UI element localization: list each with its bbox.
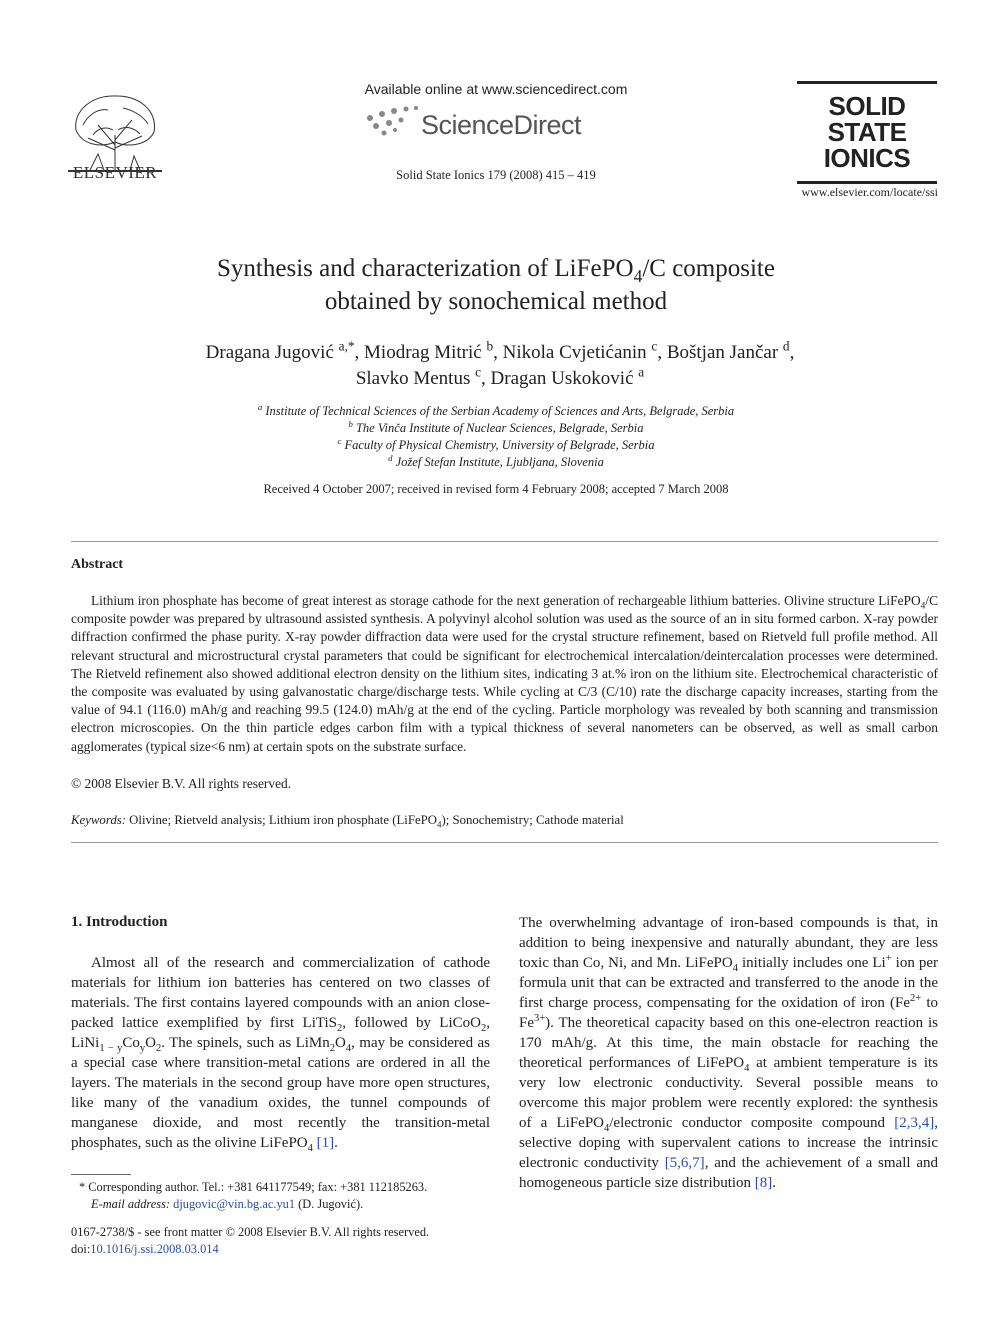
keywords <box>71 813 624 828</box>
affiliations <box>0 403 992 471</box>
author-affil-marker[interactable]: c <box>475 364 482 380</box>
affiliation-marker: c <box>337 435 342 446</box>
abstract-heading: Abstract <box>71 557 124 572</box>
divider <box>71 842 938 843</box>
author-name: Boštjan Jančar <box>666 342 779 363</box>
email-owner: (D. Jugović). <box>295 1197 364 1211</box>
citation-link[interactable]: [1] <box>316 1135 335 1151</box>
journal-logo <box>797 81 937 184</box>
keywords-text: ); Sonochemistry; Cathode material <box>441 813 624 827</box>
journal-logo-line: STATE <box>827 117 907 147</box>
affiliation-text: Faculty of Physical Chemistry, University of Belgrade, Serbia <box>344 438 655 452</box>
journal-url[interactable]: www.elsevier.com/locate/ssi <box>801 185 938 199</box>
email-label: E-mail address: <box>91 1197 171 1211</box>
article-title <box>0 252 992 318</box>
affiliation-marker: b <box>348 418 353 429</box>
author-name: Miodrag Mitrić <box>364 342 482 363</box>
author-list: Dragana Jugović $^{a,*}$, Miodrag Mitrić $^b$, Nikola Cvjetićanin $^c$, Boštjan Jančar $^d$, Slavko Mentus $^c$, Dragan Uskoković $^a$ <box>205 338 795 389</box>
available-online-text: Available online at www.sciencedirect.com <box>364 81 628 97</box>
affiliation-item <box>0 403 992 420</box>
affiliation-marker: a <box>257 401 263 412</box>
affiliation-item <box>0 454 992 471</box>
issn-line: 0167-2738/$ - see front matter © 2008 Elsevier B.V. All rights reserved. <box>71 1225 430 1239</box>
author-affil-marker[interactable]: b <box>486 338 494 354</box>
email-link[interactable]: djugovic@vin.bg.ac.yu1 <box>173 1197 296 1211</box>
footnote-corresponding: * Corresponding author. Tel.: +381 641177549; fax: +381 112185263. <box>79 1180 428 1194</box>
keywords-label: Keywords: <box>71 813 126 827</box>
footnote <box>71 1179 491 1213</box>
author-name: Dragan Uskoković <box>490 368 634 389</box>
keywords-text: Olivine; Rietveld analysis; Lithium iron phosphate (LiFePO <box>125 813 437 827</box>
journal-reference: Solid State Ionics 179 (2008) 415 – 419 <box>396 168 596 182</box>
doi-link[interactable]: 10.1016/j.ssi.2008.03.014 <box>90 1242 219 1256</box>
title-text: /C composite <box>642 255 775 282</box>
front-matter <box>71 1224 429 1258</box>
body-column-right <box>519 913 938 1193</box>
section-heading: 1. Introduction <box>71 914 168 930</box>
abstract-body <box>71 592 938 756</box>
journal-logo-line: IONICS <box>823 143 911 173</box>
affiliation-text: The Vinča Institute of Nuclear Sciences, Belgrade, Serbia <box>355 421 644 435</box>
body-paragraph: The overwhelming advantage of iron-based compounds is that, in addition to being inexpensive and naturally abundant, they are less toxic than Co, Ni, and Mn. LiFePO$_4$ initially includes one Li+ ion per formula unit that can be extracted and transferred to the anode in the first charge process, compensating for the oxidation of iron ($Fe^{2+}$ to $Fe^{3+}$). The theoretical capacity based on this one-electron reaction is 170 mAh/g. At this time, the main obstacle for reaching the theoretical performances of LiFePO$_4$ at ambient temperature is its very low electronic conductivity. Several possible means to overcome this major problem were recently explored: the synthesis of a LiFePO$_4$/electronic conductor composite compound [2,3,4], selective doping with supervalent cations to increase the intrinsic electronic conductivity [5,6,7], and the achievement of a small and homogeneous particle size distribution [8]. <box>519 915 938 1191</box>
abstract-text: /C composite powder was prepared by ultrasound assisted synthesis. A polyvinyl alcohol solution was used as the source of an in situ formed carbon. X-ray powder diffraction confirmed the phase purity. X-ray powder diffraction data were used for the crystal structure refinement, based on Rietveld full profile method. All relevant structural and microstructural crystal parameters that could be significant for electrochemical intercalation/deintercalation processes were determined. The Rietveld refinement also showed additional electron density on the lithium sites, indicating 3 at.% iron on the lithium site. Electrochemical characteristic of the composite was evaluated by using galvanostatic charge/discharge tests. While cycling at C/3 (C/10) rate the discharge capacity increases, starting from the value of 94.1 (116.0) mAh/g and reaching 99.5 (124.0) mAh/g at the end of the cycling. Particle morphology was revealed by both scanning and transmission electron microscopies. On the thin particle edges carbon film with a typical thickness of several nanometers can be observed, as well as small carbon agglomerates (typical size<6 nm) at certain spots on the substrate surface. <box>71 593 938 754</box>
body-paragraph: Almost all of the research and commercialization of cathode materials for lithium ion batteries has centered on two classes of materials. The first contains layered compounds with an anion close-packed lattice exemplified by first LiTiS$_2$, followed by LiCoO$_2$, $LiNi_{1 - y}Co_yO_2$. The spinels, such as $LiMn_2O_4$, may be considered as a special case where transition-metal cations are ordered in all the layers. The materials in the second group have more open structures, like many of the vanadium oxides, the tunnel compounds of manganese dioxide, and most recently the transition-metal phosphates, such as the olivine LiFePO$_4$ [1]. <box>71 955 491 1154</box>
sciencedirect-wordmark: ScienceDirect <box>421 110 582 140</box>
author-name: Dragana Jugović <box>205 342 334 363</box>
footnote-divider <box>71 1174 131 1175</box>
abstract-text: Lithium iron phosphate has become of great interest as storage cathode for the next generation of rechargeable lithium batteries. Olivine structure LiFePO <box>91 593 921 608</box>
title-text: obtained by sonochemical method <box>324 288 668 315</box>
doi-label: doi: <box>71 1242 91 1256</box>
journal-logo-line: SOLID <box>828 91 906 121</box>
author-name: Nikola Cvjetićanin <box>502 342 647 363</box>
body-column-left <box>71 953 490 1153</box>
abstract-subscript: 4 <box>920 601 926 612</box>
abstract-copyright: © 2008 Elsevier B.V. All rights reserved. <box>71 776 292 791</box>
author-affil-marker[interactable]: a <box>638 364 645 380</box>
affiliation-text: Jožef Stefan Institute, Ljubljana, Slovenia <box>395 455 604 469</box>
citation-link[interactable]: [8] <box>754 1175 773 1191</box>
title-text: Synthesis and characterization of LiFePO <box>217 255 634 282</box>
author-affil-marker[interactable]: d <box>782 338 790 354</box>
citation-link[interactable]: [5,6,7] <box>664 1155 705 1171</box>
author-affil-marker[interactable]: a,* <box>338 338 355 354</box>
publisher-name: ELSEVIER <box>72 163 158 182</box>
author-affil-marker[interactable]: c <box>651 338 658 354</box>
affiliation-item <box>0 420 992 437</box>
affiliation-marker: d <box>388 452 393 463</box>
affiliation-item <box>0 437 992 454</box>
article-dates: Received 4 October 2007; received in revised form 4 February 2008; accepted 7 March 2008 <box>263 482 729 496</box>
title-subscript: 4 <box>633 266 643 286</box>
citation-link[interactable]: [2,3,4] <box>894 1115 935 1131</box>
affiliation-text: Institute of Technical Sciences of the Serbian Academy of Sciences and Arts, Belgrade, Serbia <box>265 404 735 418</box>
divider <box>71 541 938 542</box>
author-name: Slavko Mentus <box>355 368 471 389</box>
keywords-subscript: 4 <box>436 819 442 830</box>
